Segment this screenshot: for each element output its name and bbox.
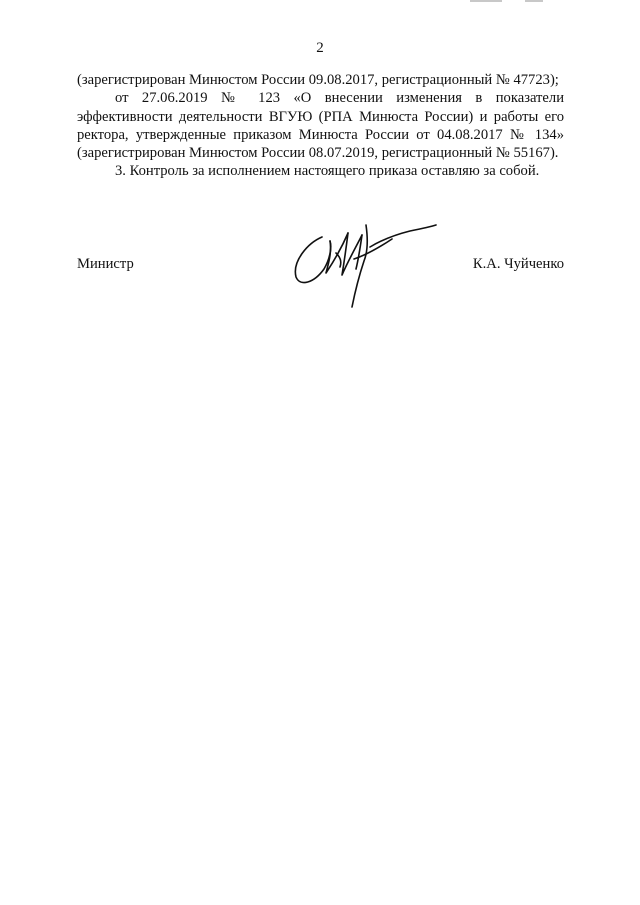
scan-artifact-top-right bbox=[525, 0, 543, 2]
document-body bbox=[77, 71, 564, 181]
paragraph-control-clause: 3. Контроль за исполнением настоящего приказа оставляю за собой. bbox=[115, 163, 540, 180]
handwritten-signature bbox=[270, 195, 450, 315]
page-number: 2 bbox=[316, 40, 324, 56]
scan-artifact-top bbox=[470, 0, 502, 2]
paragraph-registration-2017: (зарегистрирован Минюстом России 09.08.2017, регистрационный № 47723); bbox=[77, 72, 559, 88]
signer-name: К.А. Чуйченко bbox=[472, 256, 564, 272]
signer-title: Министр bbox=[77, 256, 134, 272]
paragraph-order-2019: от 27.06.2019 № 123 «О внесении изменения в показатели эффективности деятельности ВГУЮ (РПА Минюста России) и работы его ректора, утвержденные приказом Минюста России от 04.08.2017 № 134» (зарегистрирован Минюстом России 08.07.2019, регистрационный № 55167). bbox=[77, 90, 564, 162]
